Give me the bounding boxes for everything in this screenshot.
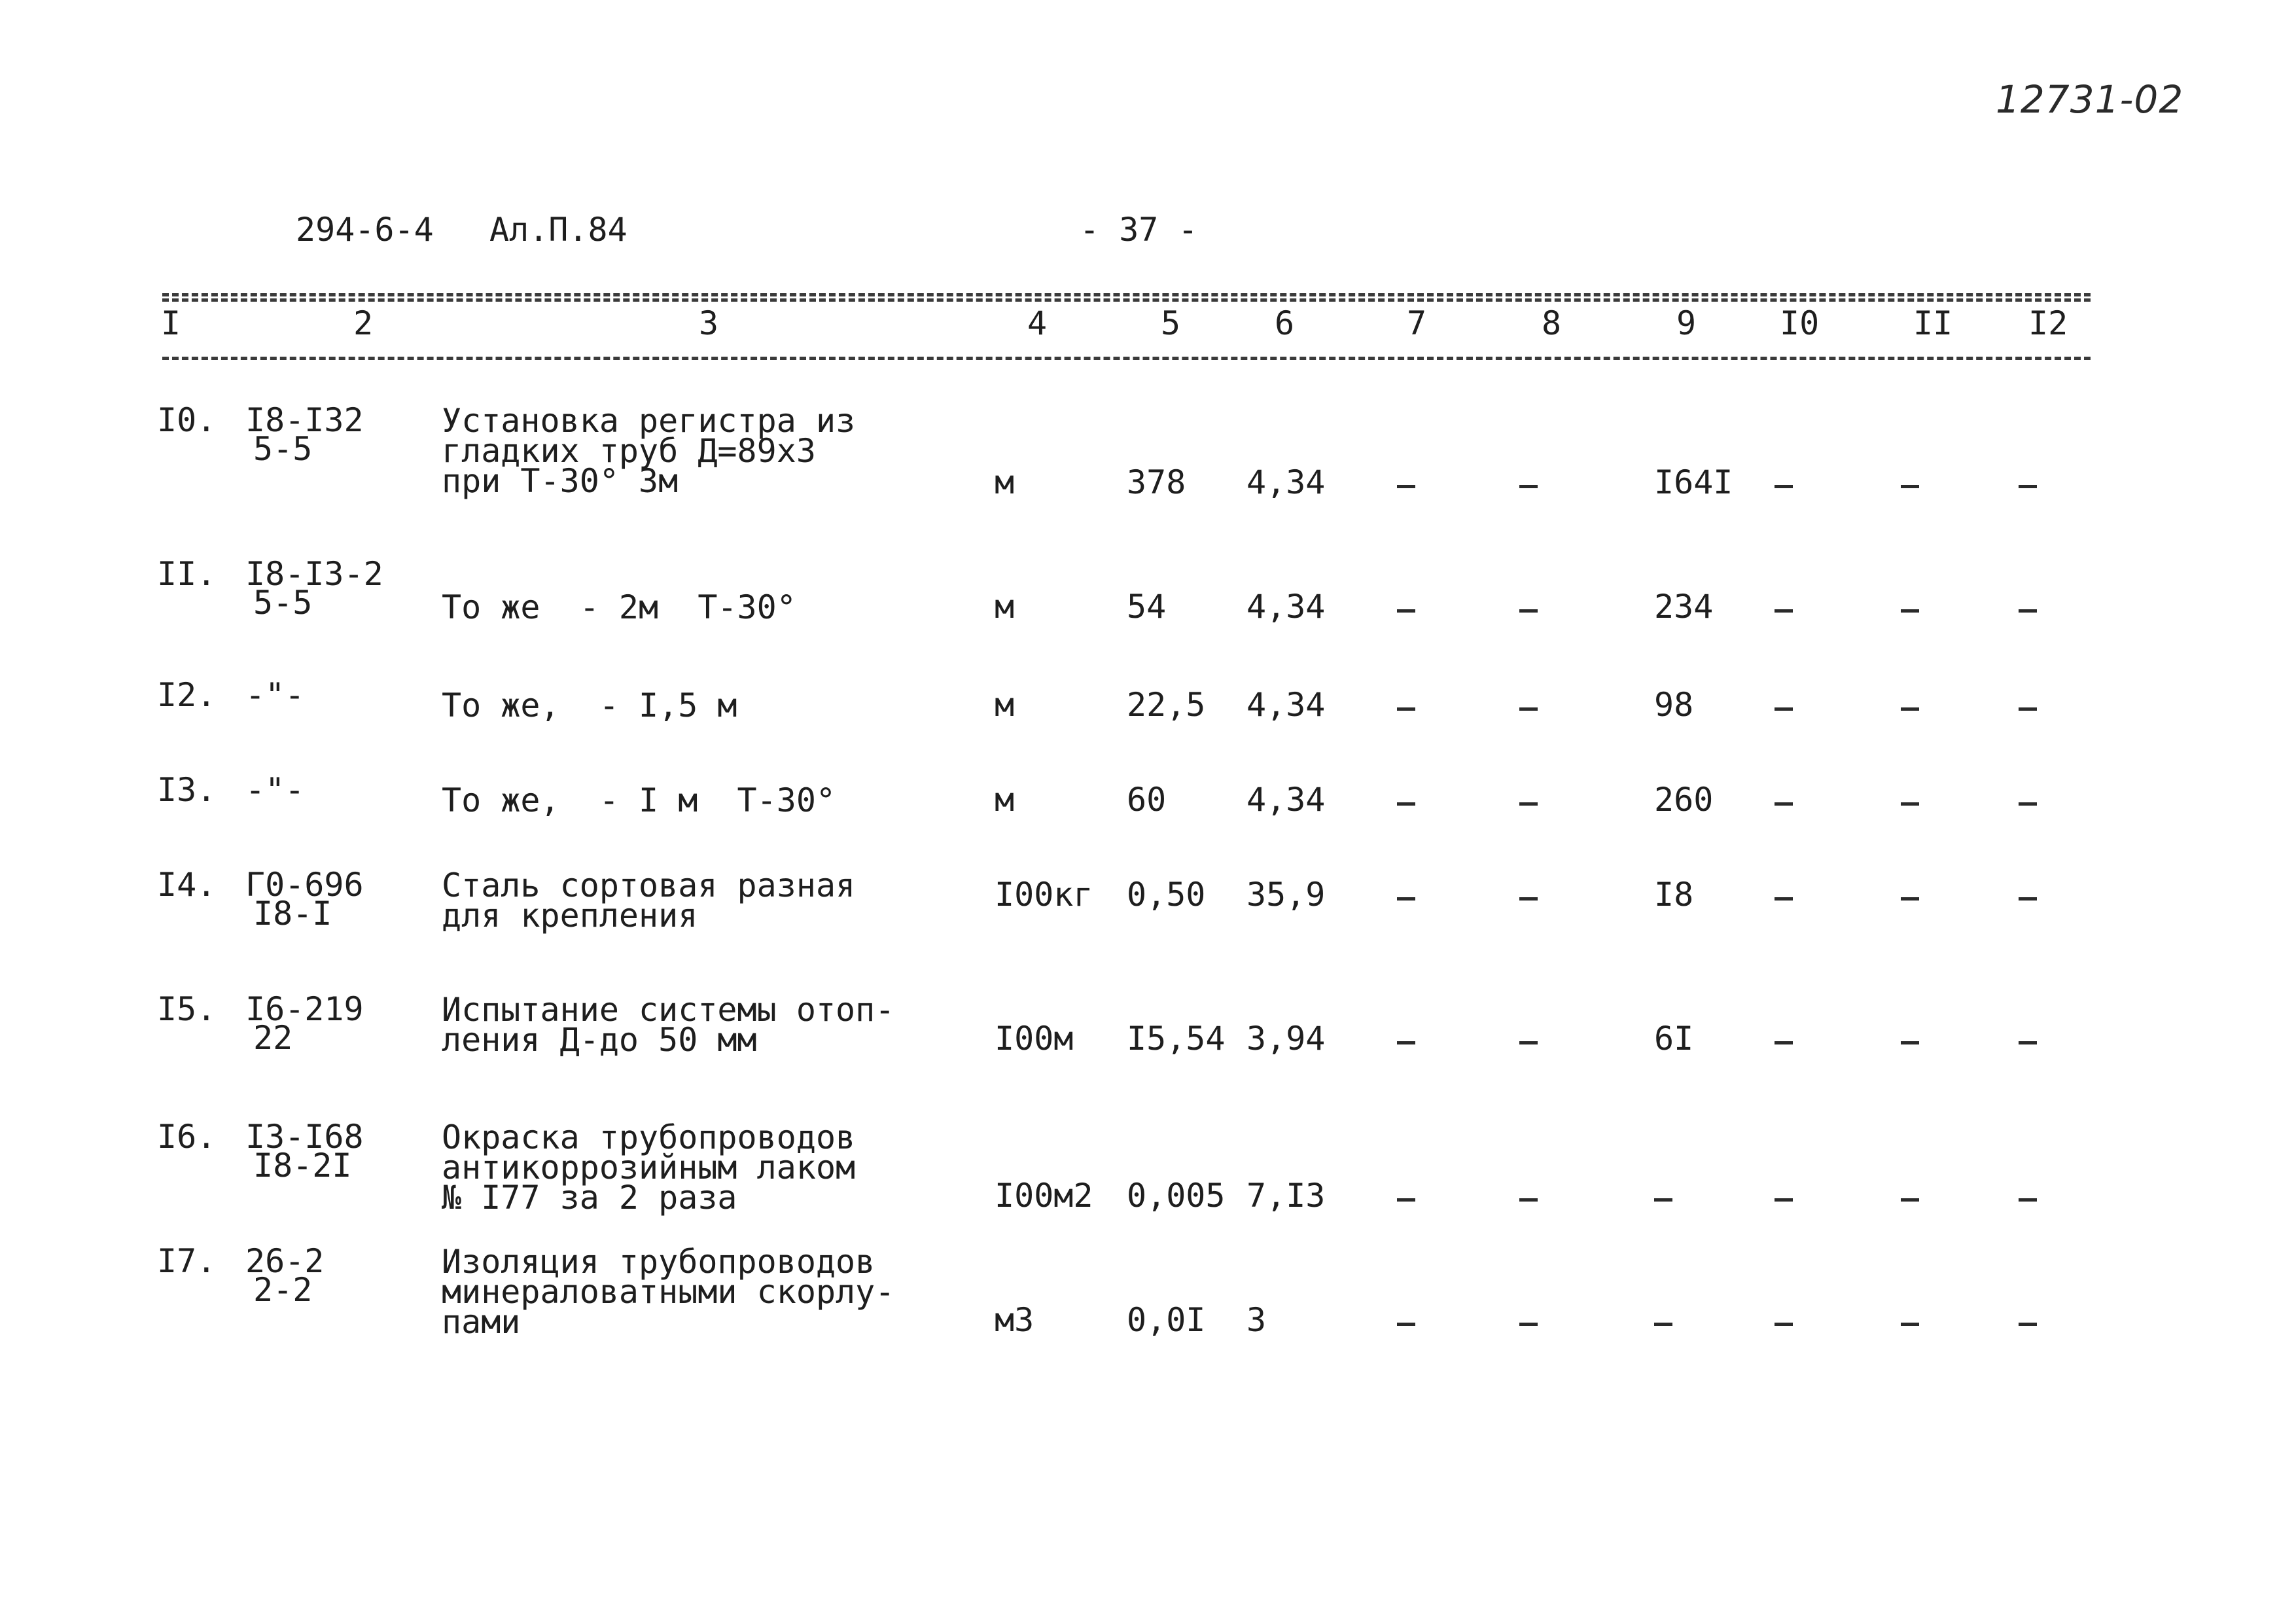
work-description-line: минераловатными скорлу- bbox=[442, 1273, 895, 1311]
empty-cell-dash bbox=[1519, 897, 1538, 901]
empty-cell-dash bbox=[1519, 802, 1538, 806]
empty-cell-dash bbox=[1901, 609, 1919, 613]
unit-price-value: 35,9 bbox=[1246, 876, 1326, 914]
unit-of-measure: м3 bbox=[995, 1301, 1034, 1339]
empty-cell-dash bbox=[1654, 1323, 1672, 1326]
work-description-line: Установка регистра из bbox=[442, 402, 856, 440]
empty-cell-dash bbox=[1397, 485, 1415, 488]
empty-cell-dash bbox=[1519, 609, 1538, 613]
quantity-value: 0,50 bbox=[1127, 876, 1206, 914]
unit-of-measure: I00м2 bbox=[995, 1177, 1093, 1215]
work-description-line: То же, - I м Т-30° bbox=[442, 781, 836, 819]
column-header: 6 bbox=[1275, 304, 1295, 342]
work-description-line: ления Д-до 50 мм bbox=[442, 1021, 757, 1059]
column-header: 9 bbox=[1676, 304, 1697, 342]
unit-price-value: 4,34 bbox=[1246, 781, 1326, 819]
unit-of-measure: I00м bbox=[995, 1020, 1074, 1058]
work-description-line: То же - 2м Т-30° bbox=[442, 588, 796, 626]
empty-cell-dash bbox=[1519, 1198, 1538, 1202]
norm-code-line: -"- bbox=[245, 771, 305, 809]
quantity-value: 60 bbox=[1127, 781, 1167, 819]
unit-of-measure: м bbox=[995, 463, 1015, 501]
empty-cell-dash bbox=[1901, 707, 1919, 711]
column-header: 3 bbox=[699, 304, 719, 342]
norm-code-line: I8-2I bbox=[253, 1147, 352, 1185]
norm-code-line: Г0-696 bbox=[245, 866, 364, 904]
unit-of-measure: м bbox=[995, 781, 1015, 819]
empty-cell-dash bbox=[2019, 609, 2037, 613]
quantity-value: 0,005 bbox=[1127, 1177, 1226, 1215]
page-number: - 37 - bbox=[1080, 211, 1198, 249]
norm-code-line: I8-I3-2 bbox=[245, 555, 383, 593]
quantity-value: 378 bbox=[1127, 463, 1186, 501]
column-9-value: 234 bbox=[1654, 588, 1714, 626]
unit-price-value: 3 bbox=[1246, 1301, 1267, 1339]
work-description-line: Окраска трубопроводов bbox=[442, 1118, 856, 1156]
empty-cell-dash bbox=[1775, 485, 1793, 488]
work-description-line: пами bbox=[442, 1303, 521, 1341]
empty-cell-dash bbox=[2019, 1323, 2037, 1326]
column-header: I0 bbox=[1780, 304, 1820, 342]
column-header: 2 bbox=[353, 304, 374, 342]
quantity-value: 54 bbox=[1127, 588, 1167, 626]
empty-cell-dash bbox=[2019, 1041, 2037, 1044]
norm-code-line: 5-5 bbox=[253, 430, 313, 468]
empty-cell-dash bbox=[2019, 707, 2037, 711]
column-9-value: I8 bbox=[1654, 876, 1694, 914]
empty-cell-dash bbox=[1775, 609, 1793, 613]
document-code: 294-6-4 bbox=[296, 211, 434, 249]
empty-cell-dash bbox=[1901, 1323, 1919, 1326]
empty-cell-dash bbox=[1775, 897, 1793, 901]
empty-cell-dash bbox=[1654, 1198, 1672, 1202]
quantity-value: 0,0I bbox=[1127, 1301, 1206, 1339]
empty-cell-dash bbox=[1901, 897, 1919, 901]
unit-price-value: 4,34 bbox=[1246, 463, 1326, 501]
empty-cell-dash bbox=[1397, 1041, 1415, 1044]
empty-cell-dash bbox=[1901, 485, 1919, 488]
norm-code-line: I8-I32 bbox=[245, 401, 364, 439]
norm-code-line: I3-I68 bbox=[245, 1118, 364, 1156]
norm-code-line: 26-2 bbox=[245, 1242, 325, 1280]
empty-cell-dash bbox=[1519, 485, 1538, 488]
work-description-line: То же, - I,5 м bbox=[442, 687, 737, 724]
column-header: 8 bbox=[1542, 304, 1562, 342]
empty-cell-dash bbox=[1519, 1323, 1538, 1326]
empty-cell-dash bbox=[2019, 897, 2037, 901]
document-stamp-number: 12731-02 bbox=[1996, 77, 2184, 122]
row-number: I4. bbox=[157, 866, 217, 904]
column-header: II bbox=[1913, 304, 1953, 342]
empty-cell-dash bbox=[1397, 609, 1415, 613]
norm-code-line: 2-2 bbox=[253, 1271, 313, 1309]
unit-of-measure: I00кг bbox=[995, 876, 1093, 914]
column-header: I bbox=[161, 304, 181, 342]
column-9-value: 6I bbox=[1654, 1020, 1694, 1058]
work-description-line: при Т-30° 3м bbox=[442, 462, 679, 500]
empty-cell-dash bbox=[2019, 1198, 2037, 1202]
row-number: I7. bbox=[157, 1242, 217, 1280]
unit-of-measure: м bbox=[995, 588, 1015, 626]
empty-cell-dash bbox=[1397, 707, 1415, 711]
empty-cell-dash bbox=[1397, 1198, 1415, 1202]
quantity-value: I5,54 bbox=[1127, 1020, 1226, 1058]
empty-cell-dash bbox=[1519, 707, 1538, 711]
unit-price-value: 4,34 bbox=[1246, 588, 1326, 626]
work-description-line: антикоррозийным лаком bbox=[442, 1149, 856, 1186]
row-number: I6. bbox=[157, 1118, 217, 1156]
work-description-line: Изоляция трубопроводов bbox=[442, 1243, 875, 1281]
quantity-value: 22,5 bbox=[1127, 686, 1206, 724]
album-reference: Ал.П.84 bbox=[489, 211, 627, 249]
norm-code-line: I8-I bbox=[253, 895, 332, 933]
row-number: II. bbox=[157, 555, 217, 593]
row-number: I5. bbox=[157, 990, 217, 1028]
header-bottom-rule bbox=[162, 357, 2091, 360]
unit-price-value: 7,I3 bbox=[1246, 1177, 1326, 1215]
empty-cell-dash bbox=[2019, 802, 2037, 806]
empty-cell-dash bbox=[1901, 1041, 1919, 1044]
unit-price-value: 3,94 bbox=[1246, 1020, 1326, 1058]
norm-code-line: 5-5 bbox=[253, 584, 313, 622]
unit-of-measure: м bbox=[995, 686, 1015, 724]
empty-cell-dash bbox=[2019, 485, 2037, 488]
empty-cell-dash bbox=[1775, 802, 1793, 806]
work-description-line: Сталь сортовая разная bbox=[442, 866, 856, 904]
empty-cell-dash bbox=[1901, 802, 1919, 806]
empty-cell-dash bbox=[1901, 1198, 1919, 1202]
empty-cell-dash bbox=[1397, 897, 1415, 901]
work-description-line: Испытание системы отоп- bbox=[442, 991, 895, 1029]
column-header: 4 bbox=[1027, 304, 1048, 342]
norm-code-line: 22 bbox=[253, 1019, 293, 1057]
row-number: I0. bbox=[157, 401, 217, 439]
column-9-value: 98 bbox=[1654, 686, 1694, 724]
column-9-value: 260 bbox=[1654, 781, 1714, 819]
norm-code-line: -"- bbox=[245, 676, 305, 714]
empty-cell-dash bbox=[1775, 1041, 1793, 1044]
empty-cell-dash bbox=[1397, 1323, 1415, 1326]
column-header: I2 bbox=[2028, 304, 2068, 342]
work-description-line: для крепления bbox=[442, 897, 698, 935]
column-header: 5 bbox=[1161, 304, 1181, 342]
work-description-line: № I77 за 2 раза bbox=[442, 1179, 737, 1217]
row-number: I2. bbox=[157, 676, 217, 714]
empty-cell-dash bbox=[1775, 707, 1793, 711]
column-header: 7 bbox=[1407, 304, 1427, 342]
table-top-rule bbox=[162, 293, 2091, 296]
empty-cell-dash bbox=[1775, 1198, 1793, 1202]
empty-cell-dash bbox=[1397, 802, 1415, 806]
unit-price-value: 4,34 bbox=[1246, 686, 1326, 724]
row-number: I3. bbox=[157, 771, 217, 809]
norm-code-line: I6-219 bbox=[245, 990, 364, 1028]
table-top-rule-double bbox=[162, 298, 2091, 302]
column-9-value: I64I bbox=[1654, 463, 1733, 501]
work-description-line: гладких труб Д=89х3 bbox=[442, 432, 816, 470]
empty-cell-dash bbox=[1775, 1323, 1793, 1326]
empty-cell-dash bbox=[1519, 1041, 1538, 1044]
